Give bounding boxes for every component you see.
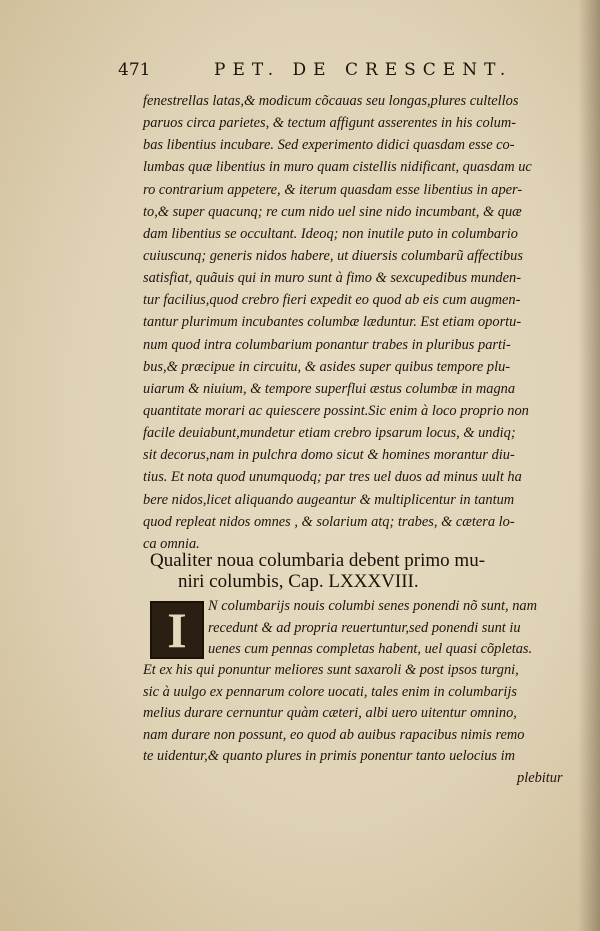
text-line: Et ex his qui ponuntur meliores sunt saxaroli & post ipsos turgni, bbox=[143, 662, 519, 678]
drop-cap-letter: I bbox=[167, 602, 187, 658]
text-line: dam libentius se occultant. Ideoq; non inutile puto in columbario bbox=[143, 225, 518, 242]
text-line: tius. Et nota quod unumquodq; par tres uel duos ad minus uult ha bbox=[143, 469, 522, 486]
text-line: satisfiat, quãuis qui in muro sunt à fimo & sexcupedibus munden- bbox=[143, 270, 522, 287]
running-title: PET. DE CRESCENT. bbox=[214, 60, 513, 80]
text-line: sic à uulgo ex pennarum colore uocati, tales enim in columbarijs bbox=[143, 683, 517, 700]
heading-line: niri columbis, Cap. LXXXVIII. bbox=[178, 571, 419, 592]
text-line: sit decorus,nam in pulchra domo sicut & homines morantur diu- bbox=[143, 447, 515, 464]
text-line: cuiuscunq; generis nidos habere, ut diuersis columbarũ affectibus bbox=[143, 247, 523, 264]
chapter-body-text bbox=[143, 660, 583, 768]
paragraph-continuation bbox=[143, 90, 573, 555]
text-line: quantitate morari ac quiescere possint.Sic enim à loco proprio non bbox=[143, 402, 529, 419]
text-line: tur facilius,quod crebro fieri expedit eo quod ab eis cum augmen- bbox=[143, 292, 521, 309]
text-line: num quod intra columbarium ponantur trabes in pluribus parti- bbox=[143, 336, 511, 353]
text-line: lumbas quæ libentius in muro quam cistellis nidificant, quasdam uc bbox=[143, 159, 532, 176]
chapter-opening-text bbox=[208, 596, 588, 661]
heading-line: Qualiter noua columbaria debent primo mu- bbox=[150, 550, 486, 571]
text-line: bus,& præcipue in circuitu, & asides super quibus tempore plu- bbox=[143, 358, 511, 375]
page-gutter-shadow bbox=[578, 0, 600, 931]
text-line: N columbarijs nouis columbi senes ponendi nõ sunt, nam bbox=[208, 598, 537, 614]
text-line: facile deuiabunt,mundetur etiam crebro ipsarum locus, & undiq; bbox=[143, 425, 516, 442]
page-header bbox=[118, 60, 538, 82]
text-line: recedunt & ad propria reuertuntur,sed ponendi sunt iu bbox=[208, 619, 521, 636]
text-line: paruos circa parietes, & tectum affigunt asserentes in his colum- bbox=[143, 115, 517, 132]
text-line: bere nidos,licet aliquando augeantur & multiplicentur in tantum bbox=[143, 491, 515, 508]
text-line: melius durare cernuntur quàm cæteri, albi uero uitentur omnino, bbox=[143, 705, 517, 721]
text-line: nam durare non possunt, eo quod ab auibus rapacibus nimis remo bbox=[143, 726, 525, 743]
text-line: uiarum & niuium, & tempore superflui æstus columbæ in magna bbox=[143, 380, 516, 397]
page-number: 471 bbox=[118, 60, 151, 80]
drop-cap-initial bbox=[150, 601, 204, 659]
text-line: quod repleat nidos omnes , & solarium atq; trabes, & cætera lo- bbox=[143, 513, 515, 530]
catchword: plebitur bbox=[517, 770, 563, 786]
text-line: bas libentius incubare. Sed experimento didici quasdam esse co- bbox=[143, 137, 515, 154]
text-line: to,& super quacunq; re cum nido uel sine nido incumbant, & quæ bbox=[143, 203, 522, 220]
chapter-heading bbox=[150, 550, 580, 592]
text-line: tantur plurimum incubantes columbæ læduntur. Est etiam oportu- bbox=[143, 314, 522, 331]
text-line: uenes cum pennas completas habent, uel quasi cõpletas. bbox=[208, 641, 533, 657]
text-line: te uidentur,& quanto plures in primis ponentur tanto uelocius im bbox=[143, 748, 516, 764]
text-line: ro contrarium appetere, & iterum quasdam esse libentius in aper- bbox=[143, 181, 523, 198]
text-line: fenestrellas latas,& modicum cõcauas seu longas,plures cultellos bbox=[143, 93, 519, 109]
text-line: ca omnia. bbox=[143, 535, 200, 552]
